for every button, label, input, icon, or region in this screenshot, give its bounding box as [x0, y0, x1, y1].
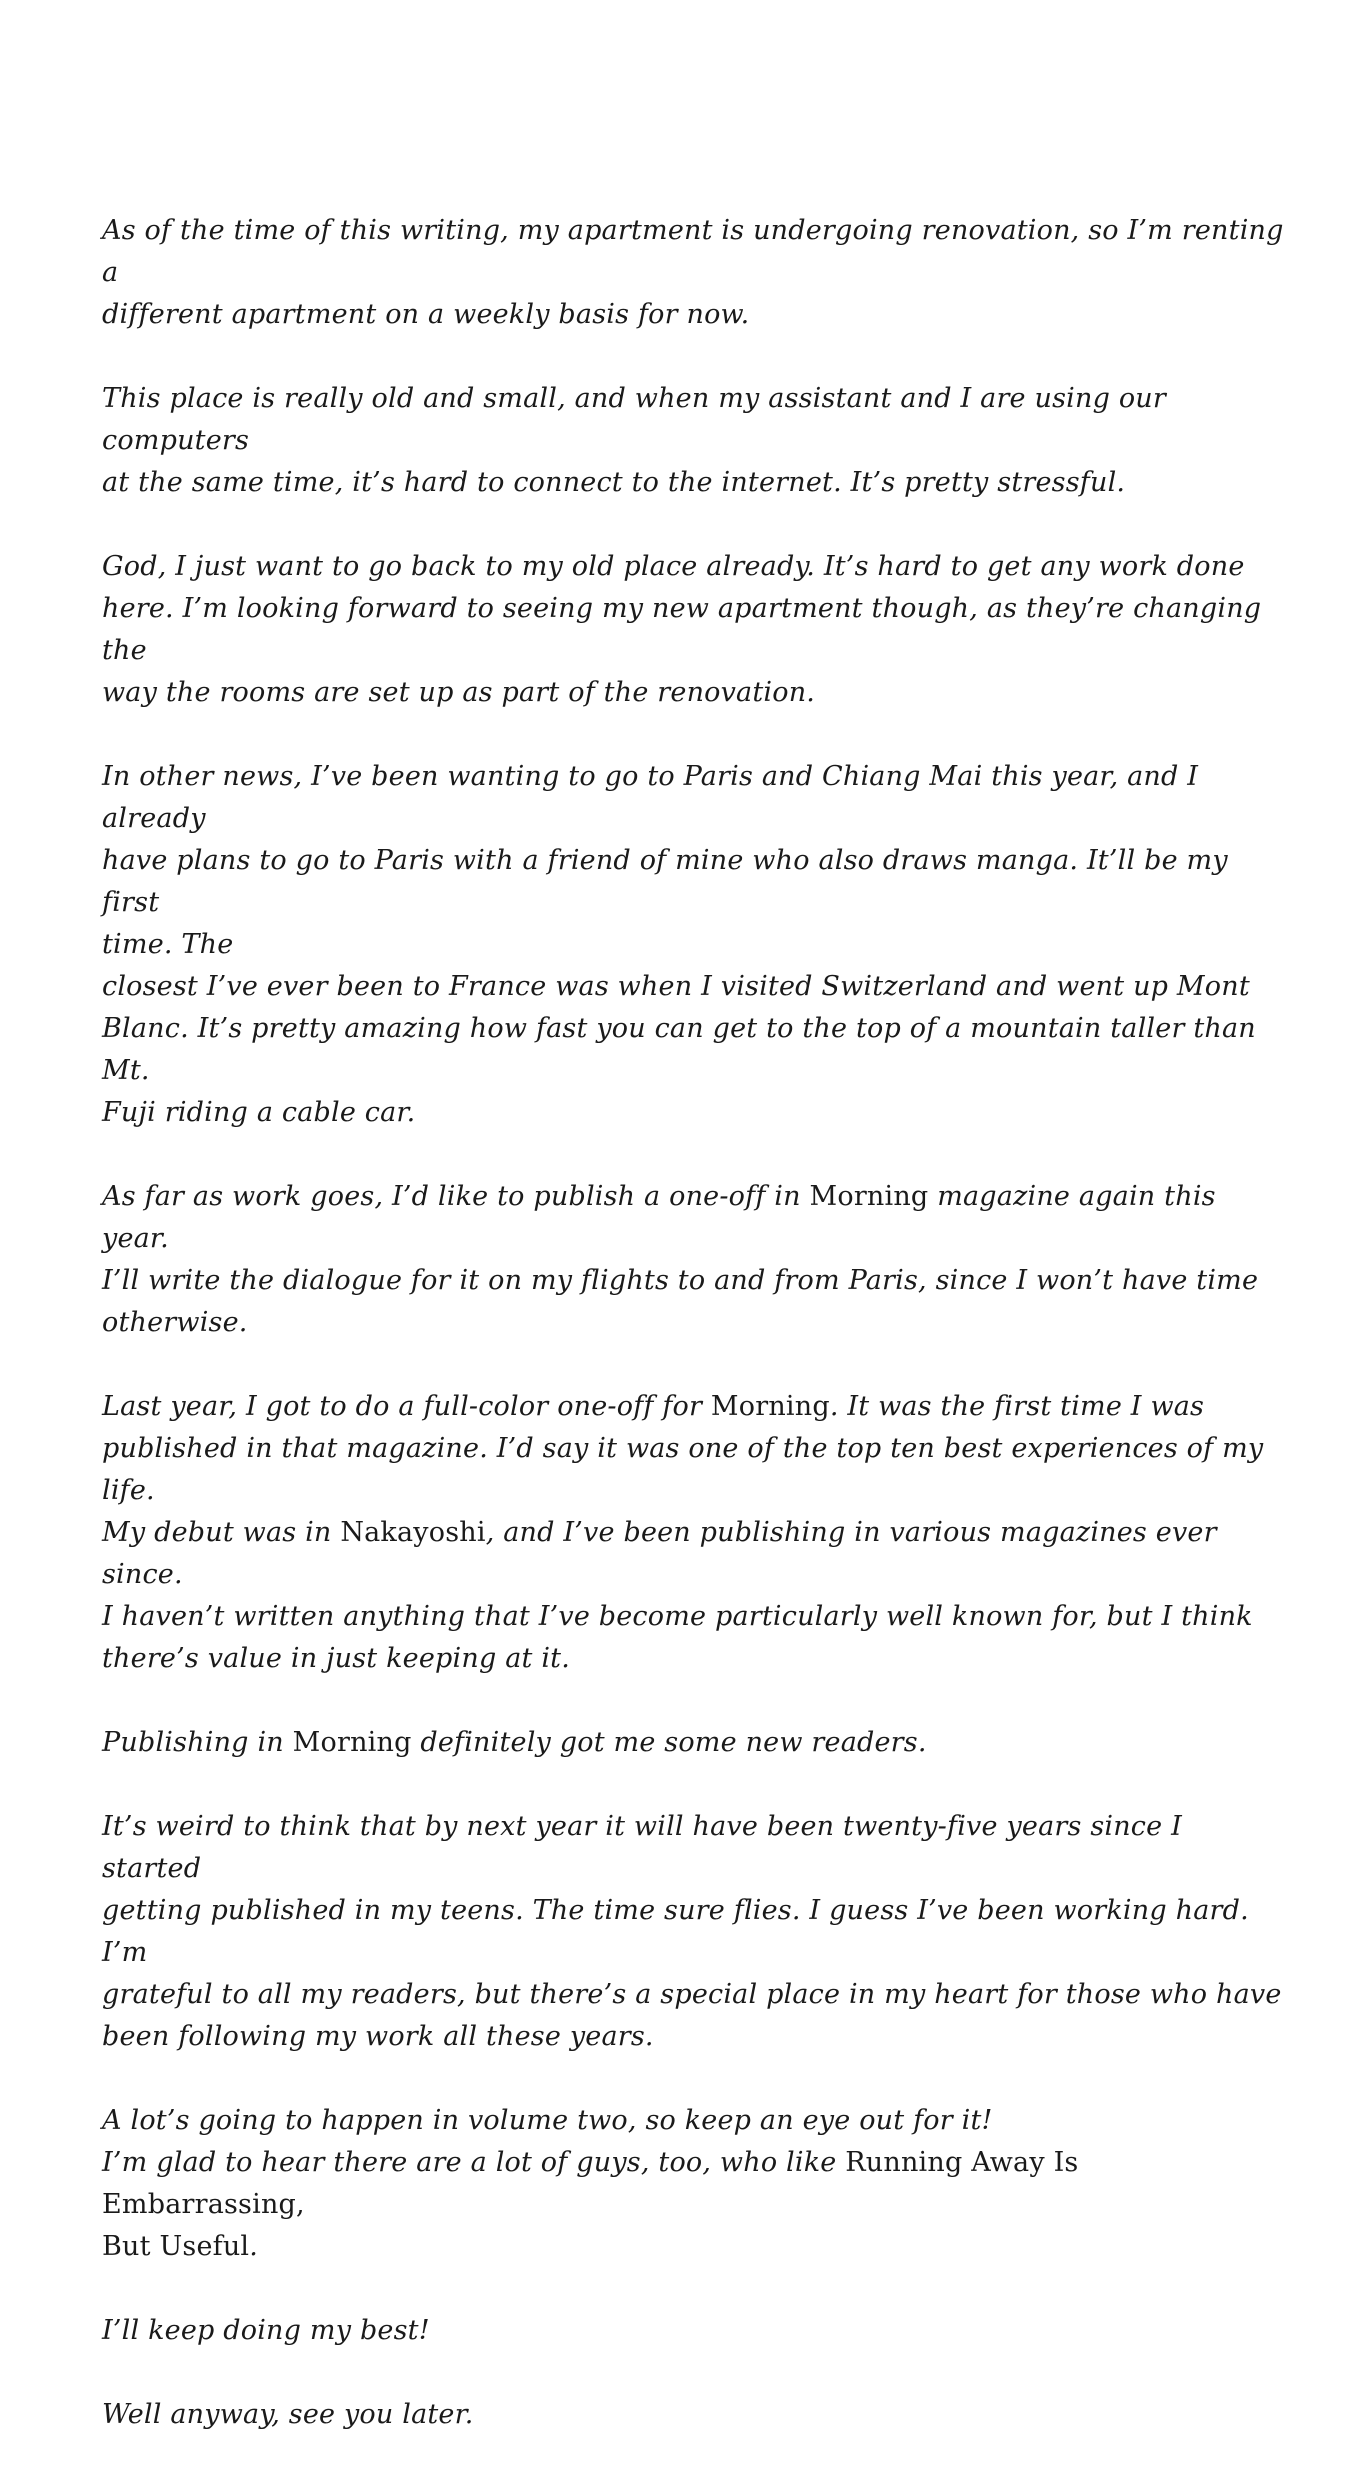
- paragraph-text: definitely got me some new readers.: [411, 1727, 927, 1758]
- paragraph-text: Well anyway, see you later.: [102, 2399, 474, 2430]
- afterword-paragraph: [84, 1386, 1284, 1680]
- paragraph-text: A lot’s going to happen in volume two, so keep an eye out for it! I’m glad to hear there are a lot of guys, too, who like: [102, 2105, 993, 2178]
- paragraph-text: , and I’ve been publishing in various magazines ever since. I haven’t written anything that I’ve become particularly well known for, but I think there’s value in just keeping at it.: [102, 1517, 1253, 1674]
- paragraph-text: It’s weird to think that by next year it will have been twenty-five years since I started getting published in my teens. The time sure flies. I guess I’ve been working hard. I’m grateful to all my readers, but there’s a special place in my heart for those who have been following my work all these years.: [102, 1811, 1282, 2052]
- title-text: Nakayoshi: [340, 1517, 486, 1548]
- afterword-paragraph: [84, 1176, 1284, 1344]
- afterword-paragraph: [84, 2310, 1284, 2352]
- afterword-paragraph: [84, 210, 1284, 336]
- paragraph-text: magazine again this year. I’ll write the dialogue for it on my flights to and from Paris, since I won’t have time otherwise.: [102, 1181, 1259, 1338]
- afterword-paragraph: [84, 1806, 1284, 2058]
- afterword-paragraph: [84, 378, 1284, 504]
- title-text: Morning: [809, 1181, 929, 1212]
- afterword-paragraph: [84, 2100, 1284, 2268]
- paragraph-text: In other news, I’ve been wanting to go to Paris and Chiang Mai this year, and I already have plans to go to Paris with a friend of mine who also draws manga. It’ll be my first time. The closest I’ve ever been to France was when I visited Switzerland and went up Mont Blanc. It’s pretty amazing how fast you can get to the top of a mountain taller than Mt. Fuji riding a cable car.: [102, 761, 1256, 1128]
- paragraph-text: God, I just want to go back to my old place already. It’s hard to get any work done here. I’m looking forward to seeing my new apartment though, as they’re changing the way the rooms are set up as part of the renovation.: [102, 551, 1262, 708]
- afterword-text: [84, 210, 1284, 2478]
- title-text: Morning: [710, 1391, 830, 1422]
- title-text: Running Away Is Embarrassing, But Useful: [102, 2147, 1079, 2262]
- title-text: Morning: [292, 1727, 412, 1758]
- paragraph-text: This place is really old and small, and when my assistant and I are using our computers at the same time, it’s hard to connect to the internet. It’s pretty stressful.: [102, 383, 1166, 498]
- paragraph-text: . It was the first time I was published in that magazine. I’d say it was one of the top ten best experiences of my life. My debut was in: [102, 1391, 1264, 1548]
- paragraph-text: .: [249, 2231, 259, 2262]
- paragraph-text: As far as work goes, I’d like to publish a one-off in: [102, 1181, 810, 1212]
- afterword-paragraph: [84, 756, 1284, 1134]
- afterword-paragraph: [84, 2394, 1284, 2436]
- paragraph-text: Publishing in: [102, 1727, 293, 1758]
- afterword-paragraph: [84, 1722, 1284, 1764]
- afterword-paragraph: [84, 546, 1284, 714]
- paragraph-text: Last year, I got to do a full-color one-off for: [102, 1391, 711, 1422]
- paragraph-text: As of the time of this writing, my apartment is undergoing renovation, so I’m renting a different apartment on a weekly basis for now.: [102, 215, 1284, 330]
- paragraph-text: I’ll keep doing my best!: [102, 2315, 430, 2346]
